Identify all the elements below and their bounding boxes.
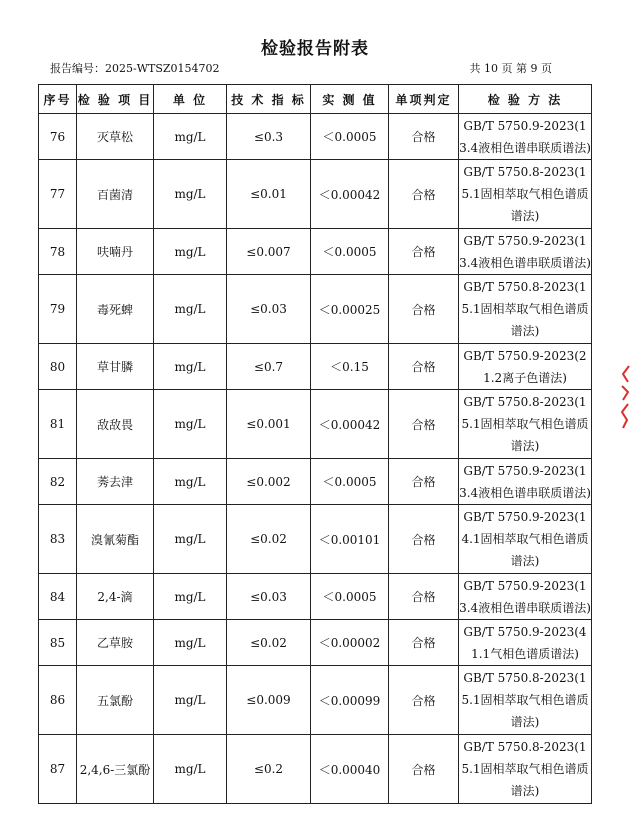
cell-limit: ≤0.009: [227, 666, 311, 735]
cell-unit: mg/L: [154, 459, 227, 505]
cell-measured: ＜0.00002: [311, 620, 389, 666]
cell-judgement: 合格: [389, 160, 459, 229]
cell-no: 81: [39, 390, 77, 459]
cell-item: 草甘膦: [77, 344, 154, 390]
cell-no: 86: [39, 666, 77, 735]
cell-unit: mg/L: [154, 275, 227, 344]
table-row: [39, 666, 592, 735]
report-number: 报告编号：2025-WTSZ0154702: [50, 62, 220, 75]
cell-limit: ≤0.02: [227, 620, 311, 666]
cell-method: GB/T 5750.8-2023(15.1固相萃取气相色谱质谱法): [459, 666, 592, 735]
cell-limit: ≤0.3: [227, 114, 311, 160]
cell-judgement: 合格: [389, 735, 459, 804]
cell-item: 毒死蜱: [77, 275, 154, 344]
cell-item: 莠去津: [77, 459, 154, 505]
table-row: [39, 275, 592, 344]
cell-measured: ＜0.00101: [311, 505, 389, 574]
cell-no: 85: [39, 620, 77, 666]
cell-judgement: 合格: [389, 229, 459, 275]
cell-limit: ≤0.002: [227, 459, 311, 505]
cell-method: GB/T 5750.9-2023(13.4液相色谱串联质谱法): [459, 459, 592, 505]
column-header-judgement: 单项判定: [389, 85, 459, 114]
column-header-measured: 实 测 值: [311, 85, 389, 114]
cell-measured: ＜0.00040: [311, 735, 389, 804]
cell-item: 敌敌畏: [77, 390, 154, 459]
cell-no: 84: [39, 574, 77, 620]
cell-measured: ＜0.00042: [311, 390, 389, 459]
cell-judgement: 合格: [389, 390, 459, 459]
cell-item: 乙草胺: [77, 620, 154, 666]
table-row: [39, 160, 592, 229]
cell-method: GB/T 5750.9-2023(41.1气相色谱质谱法): [459, 620, 592, 666]
cell-measured: ＜0.0005: [311, 114, 389, 160]
cell-no: 76: [39, 114, 77, 160]
results-table: [38, 84, 592, 804]
column-header-unit: 单 位: [154, 85, 227, 114]
table-row: [39, 505, 592, 574]
cell-limit: ≤0.7: [227, 344, 311, 390]
cell-unit: mg/L: [154, 114, 227, 160]
cell-unit: mg/L: [154, 505, 227, 574]
table-row: [39, 114, 592, 160]
cell-unit: mg/L: [154, 390, 227, 459]
cell-limit: ≤0.007: [227, 229, 311, 275]
cell-judgement: 合格: [389, 666, 459, 735]
cell-method: GB/T 5750.9-2023(14.1固相萃取气相色谱质谱法): [459, 505, 592, 574]
cell-method: GB/T 5750.9-2023(13.4液相色谱串联质谱法): [459, 114, 592, 160]
cell-limit: ≤0.2: [227, 735, 311, 804]
cell-unit: mg/L: [154, 735, 227, 804]
cell-judgement: 合格: [389, 275, 459, 344]
cell-unit: mg/L: [154, 344, 227, 390]
table-row: [39, 344, 592, 390]
cell-measured: ＜0.00099: [311, 666, 389, 735]
cell-no: 79: [39, 275, 77, 344]
cell-method: GB/T 5750.9-2023(13.4液相色谱串联质谱法): [459, 229, 592, 275]
cell-method: GB/T 5750.8-2023(15.1固相萃取气相色谱质谱法): [459, 390, 592, 459]
cell-no: 83: [39, 505, 77, 574]
cell-no: 78: [39, 229, 77, 275]
cell-measured: ＜0.0005: [311, 459, 389, 505]
cell-no: 87: [39, 735, 77, 804]
table-row: [39, 459, 592, 505]
column-header-limit: 技 术 指 标: [227, 85, 311, 114]
cell-measured: ＜0.00025: [311, 275, 389, 344]
cell-limit: ≤0.02: [227, 505, 311, 574]
column-header-item: 检 验 项 目: [77, 85, 154, 114]
cell-method: GB/T 5750.9-2023(21.2离子色谱法): [459, 344, 592, 390]
cell-method: GB/T 5750.9-2023(13.4液相色谱串联质谱法): [459, 574, 592, 620]
cell-no: 77: [39, 160, 77, 229]
cell-limit: ≤0.001: [227, 390, 311, 459]
cell-limit: ≤0.03: [227, 574, 311, 620]
cell-judgement: 合格: [389, 344, 459, 390]
cell-item: 2,4,6-三氯酚: [77, 735, 154, 804]
cell-item: 溴氰菊酯: [77, 505, 154, 574]
cell-unit: mg/L: [154, 620, 227, 666]
seal-stamp-edge: [620, 362, 630, 432]
cell-item: 呋喃丹: [77, 229, 154, 275]
table-row: [39, 735, 592, 804]
cell-measured: ＜0.0005: [311, 229, 389, 275]
cell-measured: ＜0.15: [311, 344, 389, 390]
page-indicator: 共 10 页 第 9 页: [469, 62, 552, 75]
cell-method: GB/T 5750.8-2023(15.1固相萃取气相色谱质谱法): [459, 160, 592, 229]
table-header-row: [39, 85, 592, 114]
cell-item: 五氯酚: [77, 666, 154, 735]
page-title: 检验报告附表: [261, 39, 369, 59]
cell-judgement: 合格: [389, 505, 459, 574]
column-header-no: 序号: [39, 85, 77, 114]
cell-judgement: 合格: [389, 459, 459, 505]
cell-limit: ≤0.03: [227, 275, 311, 344]
table-row: [39, 574, 592, 620]
cell-judgement: 合格: [389, 574, 459, 620]
cell-method: GB/T 5750.8-2023(15.1固相萃取气相色谱质谱法): [459, 735, 592, 804]
column-header-method: 检 验 方 法: [459, 85, 592, 114]
cell-item: 百菌清: [77, 160, 154, 229]
table-body: [39, 114, 592, 804]
table-row: [39, 390, 592, 459]
cell-item: 灭草松: [77, 114, 154, 160]
cell-no: 80: [39, 344, 77, 390]
table-row: [39, 620, 592, 666]
cell-unit: mg/L: [154, 666, 227, 735]
cell-limit: ≤0.01: [227, 160, 311, 229]
cell-unit: mg/L: [154, 574, 227, 620]
cell-unit: mg/L: [154, 160, 227, 229]
cell-method: GB/T 5750.8-2023(15.1固相萃取气相色谱质谱法): [459, 275, 592, 344]
cell-item: 2,4-滴: [77, 574, 154, 620]
cell-unit: mg/L: [154, 229, 227, 275]
cell-measured: ＜0.00042: [311, 160, 389, 229]
table-row: [39, 229, 592, 275]
cell-measured: ＜0.0005: [311, 574, 389, 620]
cell-no: 82: [39, 459, 77, 505]
cell-judgement: 合格: [389, 114, 459, 160]
cell-judgement: 合格: [389, 620, 459, 666]
